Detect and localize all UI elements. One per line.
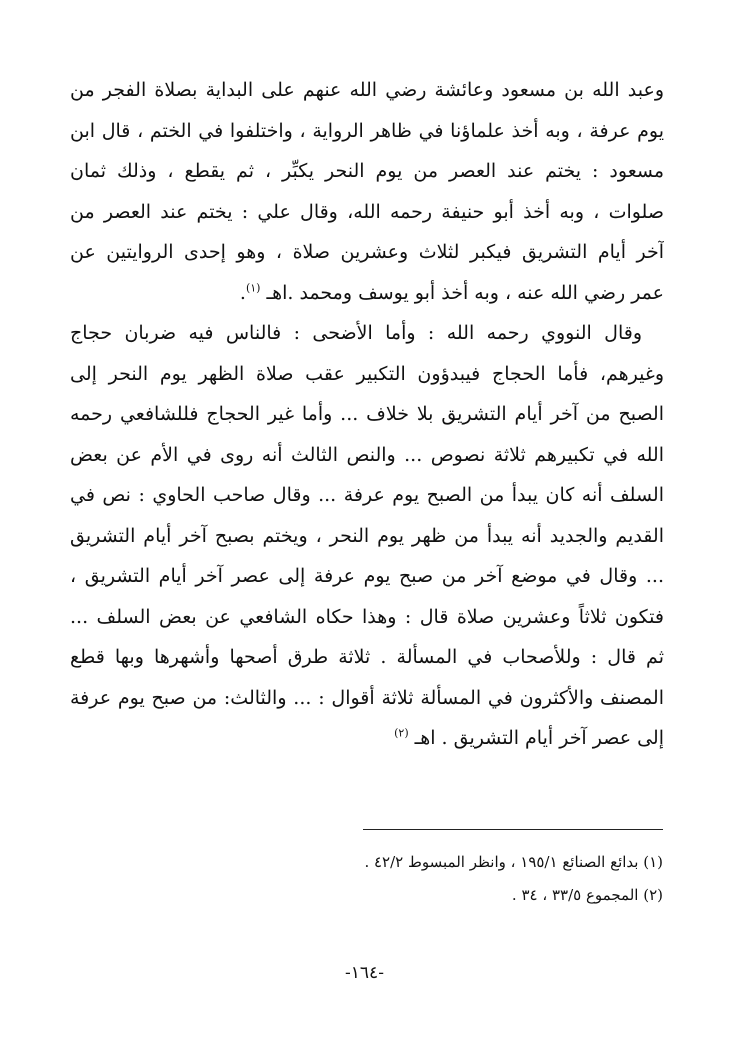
page-number: -١٦٤-: [345, 963, 384, 983]
paragraph-2: [70, 313, 664, 759]
text-line: صلوات ، وبه أخذ أبو حنيفة رحمه الله، وقال علي : يختم عند العصر من: [70, 200, 664, 223]
text-line: يوم عرفة ، وبه أخذ علماؤنا في ظاهر الرواية ، واختلفوا في الختم ، قال ابن: [70, 119, 664, 142]
text-line: المصنف والأكثرون في المسألة ثلاثة أقوال : ... والثالث: من صبح يوم عرفة: [70, 686, 664, 709]
text-line: القديم والجديد أنه يبدأ من ظهر يوم النحر ، ويختم بصبح آخر أيام التشريق: [70, 524, 664, 547]
text-line: وغيرهم، فأما الحجاج فيبدؤون التكبير عقب صلاة الظهر يوم النحر إلى: [70, 362, 664, 385]
paragraph-1: [70, 70, 664, 313]
text-line: مسعود : يختم عند العصر من يوم النحر يكبِّر ، ثم يقطع ، وذلك ثمان: [70, 160, 664, 182]
footnote-1: (١) بدائع الصنائع ١٩٥/١ ، وانظر المبسوط ٤٢/٢ .: [364, 853, 663, 871]
text-line: وعبد الله بن مسعود وعائشة رضي الله عنهم على البداية بصلاة الفجر من: [70, 79, 664, 101]
text-line: ثم قال : وللأصحاب في المسألة . ثلاثة طرق أصحها وأشهرها وبها قطع: [70, 646, 664, 668]
text-line-last: [70, 718, 664, 759]
text-line: ... وقال في موضع آخر من صبح يوم عرفة إلى عصر آخر أيام التشريق ،: [70, 565, 664, 587]
text-line: فتكون ثلاثاً وعشرين صلاة قال : وهذا حكاه الشافعي عن بعض السلف ...: [70, 605, 664, 628]
text-line: آخر أيام التشريق فيكبر لثلاث وعشرين صلاة ، وهو إحدى الروايتين عن: [70, 241, 664, 263]
main-text: [70, 70, 664, 759]
text-line-content: عمر رضي الله عنه ، وبه أخذ أبو يوسف ومحمد .اهـ: [266, 281, 664, 304]
footnote-ref[interactable]: (١): [245, 281, 261, 295]
text-line: الصبح من آخر أيام التشريق بلا خلاف ... وأما غير الحجاج فللشافعي رحمه: [70, 403, 664, 425]
text-line: السلف أنه كان يبدأ من الصبح يوم عرفة ... وقال صاحب الحاوي : نص في: [70, 484, 664, 506]
footnotes: [200, 846, 663, 912]
footnote-ref[interactable]: (٢): [394, 726, 409, 740]
footnote-2: (٢) المجموع ٣٣/٥ ، ٣٤ .: [511, 886, 663, 904]
footnote-separator: [363, 829, 663, 830]
text-line-last: عمر رضي الله عنه ، وبه أخذ أبو يوسف ومحمد .اهـ $^{(١)}$.: [239, 281, 664, 304]
text-line: الله في تكبيرهم ثلاثة نصوص ... والنص الثالث أنه روى في الأم عن بعض: [70, 443, 664, 466]
text-line-content: إلى عصر آخر أيام التشريق . اهـ: [414, 727, 664, 749]
text-line: وقال النووي رحمه الله : وأما الأضحى : فالناس فيه ضربان حجاج: [70, 322, 642, 344]
